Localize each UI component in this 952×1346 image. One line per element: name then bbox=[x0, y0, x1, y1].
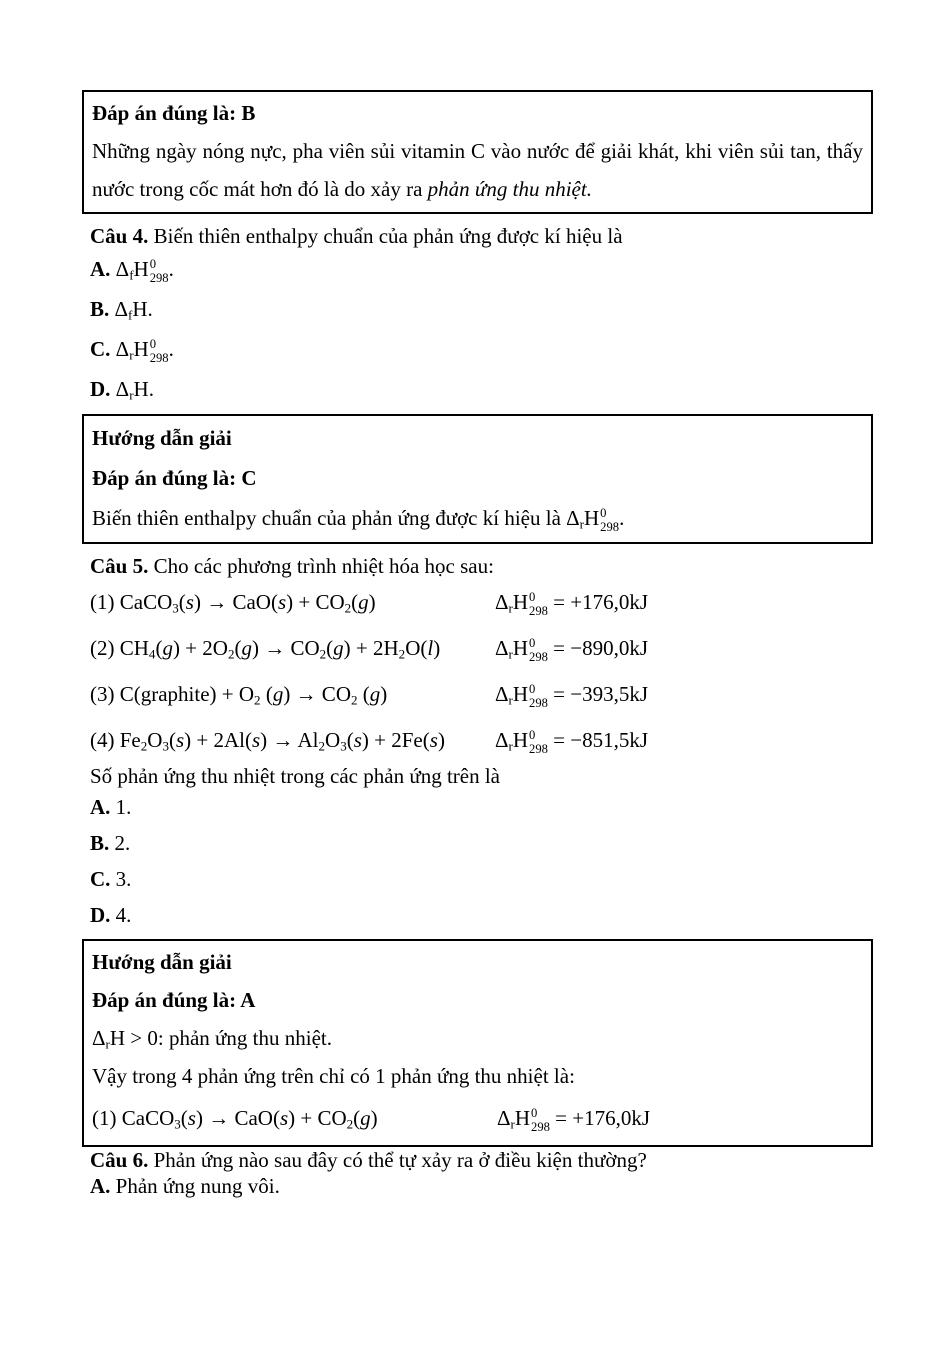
question-6 bbox=[90, 1147, 873, 1173]
explanation-text: Những ngày nóng nực, pha viên sủi vitamin C vào nước để giải khát, khi viên sủi tan, thấy nước trong cốc mát hơn đó là do xảy ra phản ứng thu nhiệt. bbox=[92, 139, 863, 201]
q5-option-b-text: 2. bbox=[114, 831, 131, 855]
q5-option-c-label: C. bbox=[90, 867, 111, 891]
question-6-label: Câu 6. bbox=[90, 1148, 149, 1172]
solution-q5-answer-text: Đáp án đúng là: A bbox=[92, 988, 256, 1012]
q5-option-a-text: 1. bbox=[115, 795, 132, 819]
answer-box-b bbox=[82, 90, 873, 214]
equation-1 bbox=[90, 579, 873, 625]
q5-option-d-label: D. bbox=[90, 903, 111, 927]
solution-box-q5 bbox=[82, 939, 873, 1147]
q5-option-c-text: 3. bbox=[115, 867, 132, 891]
question-5-label: Câu 5. bbox=[90, 554, 149, 578]
equation-2-lhs: (2) $CH_4(g) + 2O_2(g) \to CO_2(g) + 2H_2O(l)$ bbox=[90, 636, 441, 662]
solution-q5-answer bbox=[92, 981, 863, 1019]
question-6-text: Phản ứng nào sau đây có thể tự xảy ra ở điều kiện thường? bbox=[153, 1148, 647, 1172]
solution-title-text: Hướng dẫn giải bbox=[92, 426, 232, 450]
question-4 bbox=[90, 223, 873, 249]
q5-option-a-label: A. bbox=[90, 795, 111, 819]
q4-option-c-label: C. bbox=[90, 337, 111, 361]
q5-option-a bbox=[90, 789, 873, 825]
solution-q5-title-text: Hướng dẫn giải bbox=[92, 950, 232, 974]
solution-q5-equation-rhs: $\Delta_rH$ 0 298 = +176,0kJ bbox=[497, 1105, 651, 1135]
q5-option-b bbox=[90, 825, 873, 861]
equation-1-rhs: $\Delta_rH$ 0 298 = +176,0kJ bbox=[495, 589, 649, 619]
solution-q5-equation-lhs: (1) CaCO$_3$(s) → $CaO(s) + CO_2(g)$ bbox=[92, 1106, 378, 1132]
equation-2-rhs: $\Delta_rH$ 0 298 = −890,0kJ bbox=[495, 635, 649, 665]
q6-option-a-label: A. bbox=[90, 1174, 111, 1198]
question-5-options bbox=[82, 789, 873, 933]
equation-3-rhs: $\Delta_rH$ 0 298 = −393,5kJ bbox=[495, 681, 649, 711]
equation-2 bbox=[90, 625, 873, 671]
equation-1-lhs: (1) CaCO$_3$(s) → $CaO(s) + CO_2(g)$ bbox=[90, 590, 376, 616]
q5-option-d-text: 4. bbox=[115, 903, 132, 927]
q4-option-c bbox=[90, 329, 873, 369]
solution-q5-line2: Vậy trong 4 phản ứng trên chỉ có 1 phản ứng thu nhiệt là: bbox=[92, 1064, 575, 1088]
q5-option-b-label: B. bbox=[90, 831, 110, 855]
question-4-label: Câu 4. bbox=[90, 224, 149, 248]
q4-option-b-label: B. bbox=[90, 297, 110, 321]
q4-option-d-label: D. bbox=[90, 377, 111, 401]
equation-4 bbox=[90, 717, 873, 763]
equation-3-lhs: (3) C(graphite) + $O_2$ $(g) \to CO_2$ (g) bbox=[90, 682, 388, 708]
solution-title bbox=[92, 418, 863, 458]
equation-4-rhs: $\Delta_rH$ 0 298 = −851,5kJ bbox=[495, 727, 649, 757]
q4-option-c-formula: $\Delta_rH$ 0 298 . bbox=[115, 336, 174, 366]
q4-option-a-formula: $\Delta_fH$ 0 298 . bbox=[115, 256, 174, 286]
q4-option-b bbox=[90, 289, 873, 329]
equation-4-lhs: (4) $Fe_2O_3(s) + 2Al(s) \to Al_2O_3(s) + 2Fe(s)$ bbox=[90, 728, 445, 754]
question-5-statement: Số phản ứng thu nhiệt trong các phản ứng trên là bbox=[90, 764, 501, 788]
solution-q5-equation bbox=[92, 1095, 863, 1141]
solution-q5-line1: $\Delta_rH > 0$: phản ứng thu nhiệt. bbox=[92, 1026, 332, 1052]
q6-option-a bbox=[90, 1173, 873, 1199]
answer-line bbox=[92, 94, 863, 132]
q5-option-d bbox=[90, 897, 873, 933]
equation-3 bbox=[90, 671, 873, 717]
solution-body: Biến thiên enthalpy chuẩn của phản ứng được kí hiệu là $\Delta_rH$ 0 298 . bbox=[92, 505, 625, 535]
question-5 bbox=[90, 553, 873, 579]
q4-option-b-formula: $\Delta_fH$. bbox=[114, 297, 153, 323]
q6-option-a-text: Phản ứng nung vôi. bbox=[115, 1174, 280, 1198]
answer-text-b: Đáp án đúng là: B bbox=[92, 101, 256, 125]
q4-option-d-formula: $\Delta_rH$. bbox=[115, 377, 154, 403]
solution-answer-text: Đáp án đúng là: C bbox=[92, 466, 257, 490]
solution-q5-title bbox=[92, 943, 863, 981]
q4-option-a bbox=[90, 249, 873, 289]
question-5-equations bbox=[82, 579, 873, 763]
solution-box-q4 bbox=[82, 414, 873, 544]
q5-option-c bbox=[90, 861, 873, 897]
question-4-options bbox=[82, 249, 873, 409]
q4-option-d bbox=[90, 369, 873, 409]
q4-option-a-label: A. bbox=[90, 257, 111, 281]
solution-answer bbox=[92, 458, 863, 498]
question-4-text: Biến thiên enthalpy chuẩn của phản ứng được kí hiệu là bbox=[153, 224, 623, 248]
question-5-text: Cho các phương trình nhiệt hóa học sau: bbox=[153, 554, 494, 578]
